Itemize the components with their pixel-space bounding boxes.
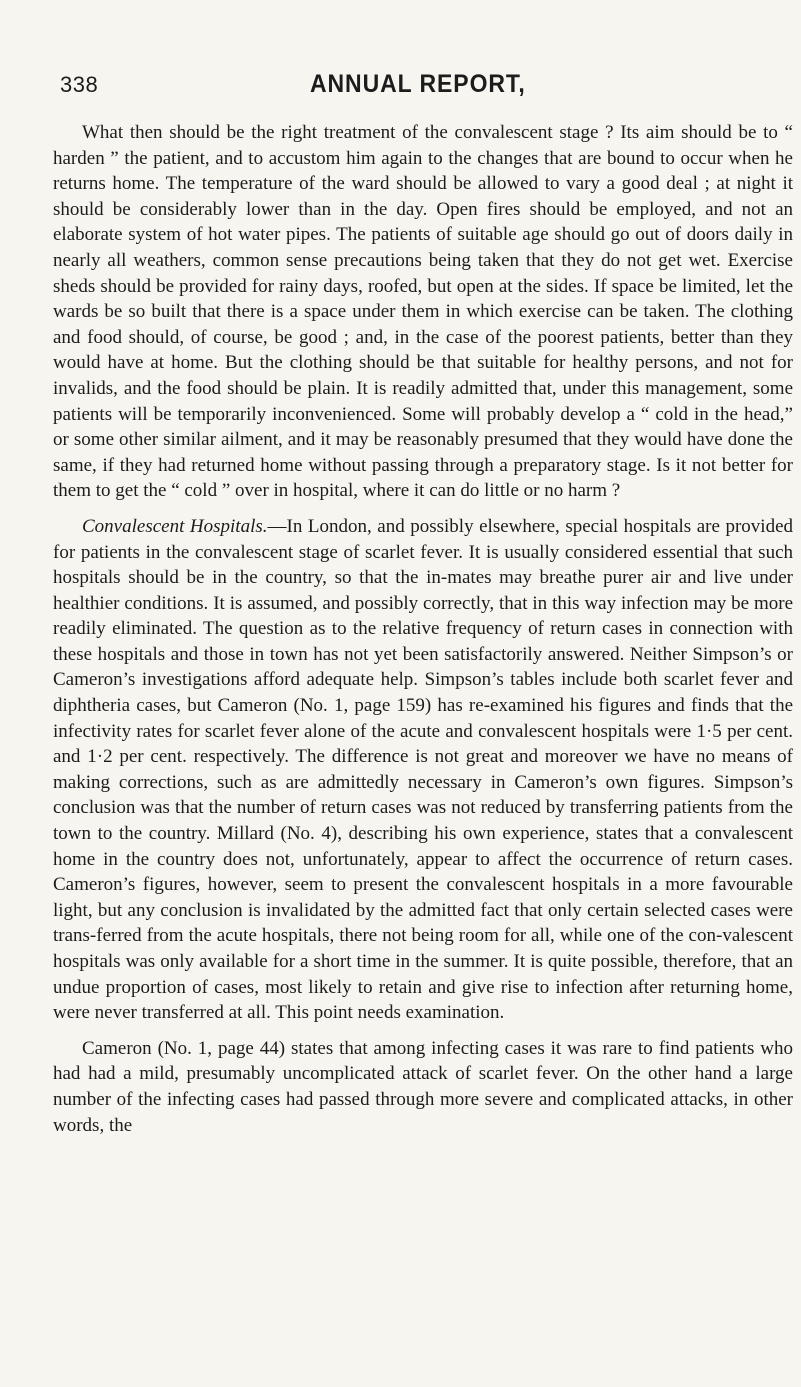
paragraph-text: What then should be the right treatment of the convalescent stage ? Its aim should be to “ harden ” the patient, and to accustom him again to the changes that are bound to occur when he returns home. The temperature of the ward should be allowed to vary a good deal ; at night it should be considerably lower than in the day. Open fires should be employed, and not an elaborate system of hot water pipes. The patients of suitable age should go out of doors daily in nearly all weathers, common sense precautions being taken that they do not get wet. Exercise sheds should be provided for rainy days, roofed, but open at the sides. If space be limited, let the wards be so built that there is a space under them in which exercise can be taken. The clothing and food should, of course, be good ; and, in the case of the poorest patients, better than they would have at home. But the clothing should be that suitable for healthy persons, and not for invalids, and the food should be plain. It is readily admitted that, under this management, some patients will be temporarily inconvenienced. Some will probably develop a “ cold in the head,” or some other similar ailment, and it may be reasonably presumed that they would have done the same, if they had returned home without passing through a preparatory stage. Is it not better for them to get the “ cold ” over in hospital, where it can do little or no harm ? — [53, 122, 793, 502]
running-title: ANNUAL REPORT, — [310, 70, 526, 98]
paragraph-text: —In London, and possibly elsewhere, special hospitals are provided for patients in the convalescent stage of scarlet fever. It is usually considered essential that such hospitals should be in the country, so that the in-mates may breathe purer air and live under healthier conditions. It is assumed, and possibly correctly, that in this way infection may be more readily eliminated. The question as to the relative frequency of return cases in connection with these hospitals and those in town has not yet been satisfactorily answered. Neither Simpson’s or Cameron’s investigations afford adequate help. Simpson’s tables include both scarlet fever and diphtheria cases, but Cameron (No. 1, page 159) has re-examined his figures and finds that the infectivity rates for scarlet fever alone of the acute and convalescent hospitals were 1·5 per cent. and 1·2 per cent. respectively. The difference is not great and moreover we have no means of making corrections, such as are admittedly necessary in Cameron’s own figures. Simpson’s conclusion was that the number of return cases was not reduced by transferring patients from the town to the country. Millard (No. 4), describing his own experience, states that a convalescent home in the country does not, unfortunately, appear to affect the occurrence of return cases. Cameron’s figures, however, seem to present the convalescent hospitals in a more favourable light, but any conclusion is invalidated by the admitted fact that only certain selected cases were trans-ferred from the acute hospitals, there not being room for all, while one of the con-valescent hospitals was only available for a short time in the summer. It is quite possible, therefore, that an undue proportion of cases, most likely to retain and give rise to infection after returning home, were never transferred at all. This point needs examination. — [53, 515, 793, 1024]
page-header — [0, 70, 801, 106]
paragraph-convalescent-treatment — [53, 120, 793, 504]
paragraph-convalescent-hospitals — [53, 514, 793, 1026]
body-text — [53, 120, 793, 1138]
paragraph-text: Cameron (No. 1, page 44) states that among infecting cases it was rare to find patients who had had a mild, presumably uncomplicated attack of scarlet fever. On the other hand a large number of the infecting cases had passed through more severe and complicated attacks, in other words, the — [53, 1037, 793, 1136]
page-number: 338 — [60, 72, 99, 97]
paragraph-cameron-infecting-cases — [53, 1036, 793, 1138]
paragraph-lead-heading: Convalescent Hospitals. — [82, 515, 268, 537]
